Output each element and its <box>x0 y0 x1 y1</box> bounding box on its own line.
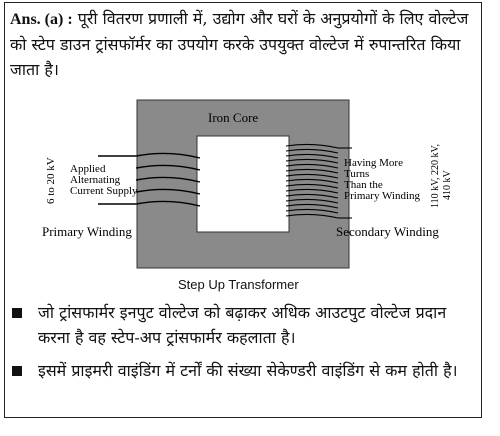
square-bullet-icon <box>12 308 22 318</box>
core-label: Iron Core <box>208 110 259 125</box>
output-voltage-line2: 410 kV <box>442 170 453 200</box>
output-label-line4: Primary Winding <box>344 190 421 202</box>
output-label-line1: Having More <box>344 157 403 169</box>
bullet-item-2 <box>12 358 472 383</box>
answer-paragraph <box>10 6 476 82</box>
primary-winding-label: Primary Winding <box>42 224 132 239</box>
figure-caption: Step Up Transformer <box>178 277 299 292</box>
bullet-item-1 <box>12 300 472 350</box>
square-bullet-icon <box>12 366 22 376</box>
secondary-winding-label: Secondary Winding <box>336 224 439 239</box>
answer-text: पूरी वितरण प्रणाली में, उद्योग और घरों के अनुप्रयोगों के लिए वोल्टेज को स्टेप डाउन ट्रांसफॉर्मर का उपयोग करके उपयुक्त वोल्टेज में रुपान्तरित किया जाता है। <box>10 9 469 79</box>
transformer-diagram <box>40 96 460 296</box>
input-label-line2: Alternating <box>70 174 121 186</box>
core-window <box>197 136 289 232</box>
answer-label: Ans. (a) : <box>10 11 73 28</box>
bullet-text-2: इसमें प्राइमरी वाइंडिंग में टर्नों की संख्या सेकेण्डरी वाइंडिंग से कम होती है। <box>38 361 458 380</box>
output-voltage-line1: 110 kV, 220 kV, <box>430 144 441 208</box>
output-label-line2: Turns <box>344 168 370 180</box>
transformer-figure <box>40 96 460 296</box>
input-label-line3: Current Supply <box>70 185 138 197</box>
output-label-line3: Than the <box>344 179 383 191</box>
bullet-text-1: जो ट्रांसफार्मर इनपुट वोल्टेज को बढ़ाकर अधिक आउटपुट वोल्टेज प्रदान करना है वह स्टेप-अप ट्रांसफार्मर कहलाता है। <box>38 303 447 347</box>
input-label-line1: Applied <box>70 163 106 175</box>
input-voltage-label: 6 to 20 kV <box>45 157 57 204</box>
